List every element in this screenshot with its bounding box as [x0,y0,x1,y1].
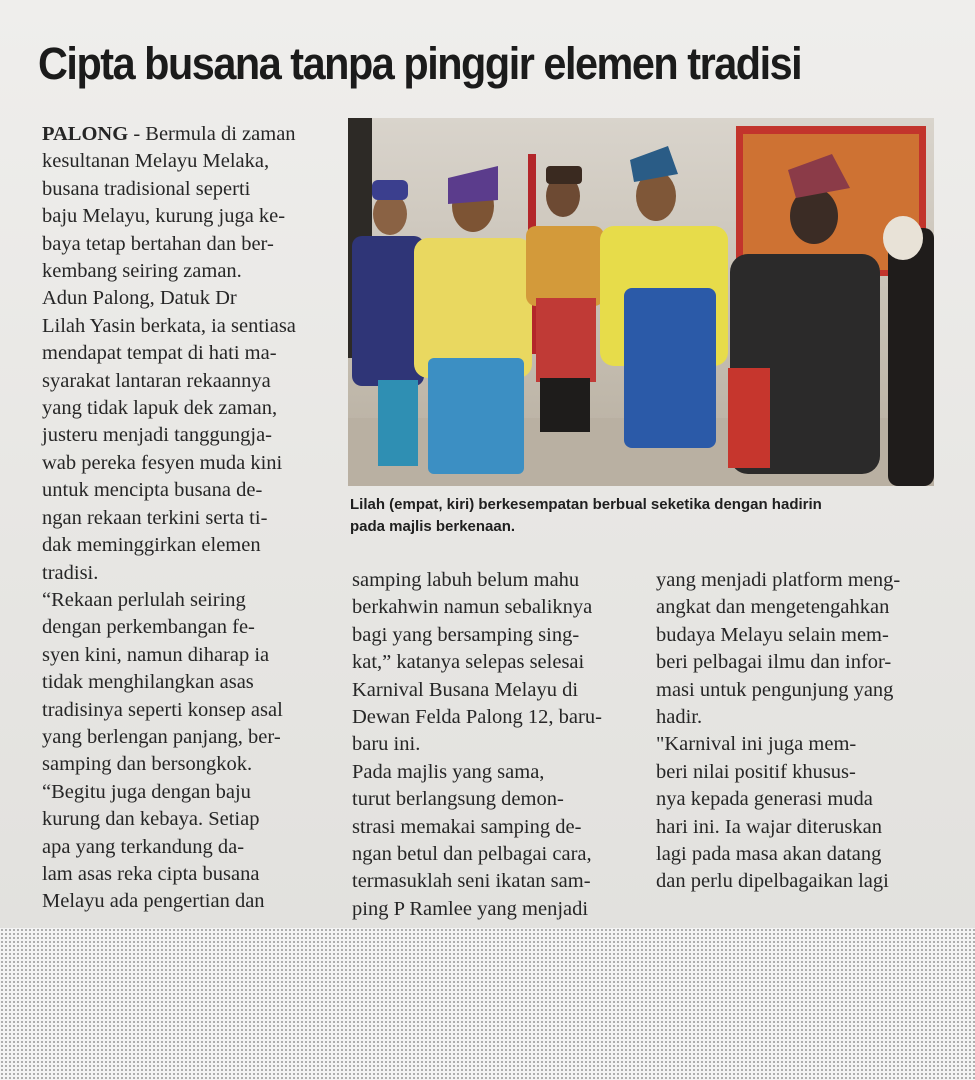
text-line: dak meminggirkan elemen [42,534,261,557]
text-line: yang tidak lapuk dek zaman, [42,397,278,420]
text-line: hari ini. Ia wajar diteruskan [656,815,882,838]
caption-line: pada majlis berkenaan. [350,518,516,535]
photo-caption [350,494,940,538]
text-line: “Begitu juga dengan baju [42,780,251,803]
article-photo [348,118,934,486]
text-line: kurung dan kebaya. Setiap [42,808,260,831]
text-line: "Karnival ini juga mem- [656,733,857,756]
text-line: baju Melayu, kurung juga ke- [42,205,286,228]
text-line: justeru menjadi tanggungja- [42,424,272,447]
text-line: bagi yang bersamping sing- [352,623,580,646]
text-line: tradisinya seperti konsep asal [42,698,283,721]
caption-line: Lilah (empat, kiri) berkesempatan berbual seketika dengan hadirin [350,496,822,513]
text-line: Lilah Yasin berkata, ia sentiasa [42,314,296,337]
article-column-3 [656,567,938,896]
text-line: syen kini, namun diharap ia [42,643,270,666]
text-line: ngan rekaan terkini serta ti- [42,506,268,529]
text-line: lam asas reka cipta busana [42,862,260,885]
text-line: busana tradisional seperti [42,177,251,200]
text-line: Pada majlis yang sama, [352,760,545,783]
text-line: berkahwin namun sebaliknya [352,596,593,619]
text-line: ping P Ramlee yang menjadi [352,897,589,920]
text-line: strasi memakai samping de- [352,815,582,838]
text-line: apa yang terkandung da- [42,835,245,858]
text-line [42,121,317,148]
text-line: angkat dan mengetengahkan [656,596,890,619]
photo-illustration [348,118,934,486]
text-line: wab pereka fesyen muda kini [42,451,283,474]
text-line: baru ini. [352,733,421,756]
text-line: kembang seiring zaman. [42,260,242,283]
text-line: turut berlangsung demon- [352,788,564,811]
text-line: mendapat tempat di hati ma- [42,342,277,365]
text-line: kat,” katanya selepas selesai [352,651,585,674]
article-headline: Cipta busana tanpa pinggir elemen tradisi [38,38,802,89]
text-line: Dewan Felda Palong 12, baru- [352,706,602,729]
text-line: nya kepada generasi muda [656,788,873,811]
text-line: samping dan bersongkok. [42,753,253,776]
text-line: termasuklah seni ikatan sam- [352,870,591,893]
text-line: beri pelbagai ilmu dan infor- [656,651,892,674]
text-line: untuk mencipta busana de- [42,479,263,502]
text-line: beri nilai positif khusus- [656,760,856,783]
text-line: lagi pada masa akan datang [656,843,882,866]
text-line-part: - Bermula di zaman [128,123,296,145]
text-line: syarakat lantaran rekaannya [42,369,271,392]
text-line: baya tetap bertahan dan ber- [42,232,274,255]
article-column-1 [42,121,317,916]
text-line: dan perlu dipelbagaikan lagi [656,870,889,893]
article-column-2 [352,567,630,923]
text-line: Karnival Busana Melayu di [352,678,579,701]
text-line: budaya Melayu selain mem- [656,623,889,646]
text-line: Adun Palong, Datuk Dr [42,287,237,310]
text-line: tradisi. [42,561,99,584]
text-line: “Rekaan perlulah seiring [42,588,246,611]
text-line: hadir. [656,706,703,729]
text-line: kesultanan Melayu Melaka, [42,150,270,173]
person-figure [883,216,934,486]
torn-scan-area [0,928,975,1080]
text-line: masi untuk pengunjung yang [656,678,894,701]
text-line: tidak menghilangkan asas [42,671,254,694]
text-line: ngan betul dan pelbagai cara, [352,843,592,866]
text-line: Melayu ada pengertian dan [42,890,265,913]
text-line: yang menjadi platform meng- [656,569,901,591]
text-line: yang berlengan panjang, ber- [42,725,281,748]
dateline: PALONG [42,123,129,145]
text-line: samping labuh belum mahu [352,569,580,591]
text-line: dengan perkembangan fe- [42,616,255,639]
